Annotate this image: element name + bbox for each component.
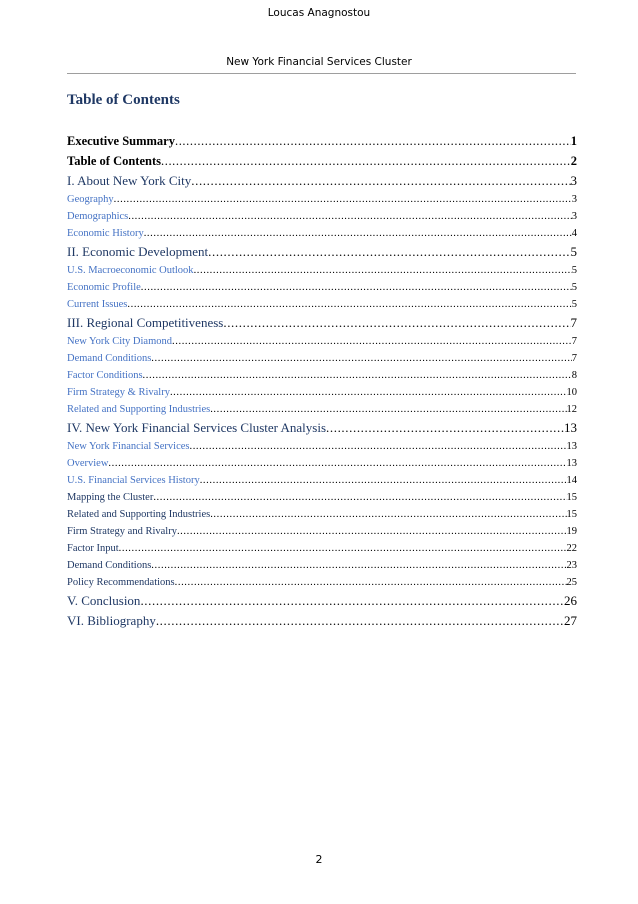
toc-entry-page: 22 xyxy=(566,543,577,554)
toc-entry[interactable] xyxy=(67,574,577,591)
page-number: 2 xyxy=(315,853,323,866)
toc-entry-label: Factor Input xyxy=(67,543,119,554)
toc-entry-page: 3 xyxy=(570,173,577,188)
toc-dot-leader xyxy=(140,591,564,611)
toc-entry[interactable] xyxy=(67,506,577,523)
toc-dot-leader xyxy=(144,225,572,242)
toc-dot-leader xyxy=(177,523,567,540)
toc-entry-label: Economic History xyxy=(67,228,144,239)
toc-entry[interactable] xyxy=(67,523,577,540)
toc-entry[interactable] xyxy=(67,384,577,401)
toc-entry-page: 10 xyxy=(566,387,577,398)
toc-entry-page: 5 xyxy=(571,282,577,293)
toc-entry[interactable] xyxy=(67,262,577,279)
toc-dot-leader xyxy=(210,401,566,418)
toc-dot-leader xyxy=(143,367,572,384)
toc-entry-page: 19 xyxy=(566,526,577,537)
header-divider xyxy=(67,73,576,74)
toc-entry[interactable] xyxy=(67,208,577,225)
toc-entry-page: 13 xyxy=(566,458,577,469)
toc-entry[interactable] xyxy=(67,489,577,506)
toc-dot-leader xyxy=(326,418,564,438)
toc-entry-label: Mapping the Cluster xyxy=(67,492,154,503)
toc-entry-label: New York City Diamond xyxy=(67,336,173,347)
toc-entry-page: 14 xyxy=(566,475,577,486)
header-cluster-title: New York Financial Services Cluster xyxy=(226,56,412,68)
toc-entry-label: New York Financial Services xyxy=(67,441,190,452)
toc-entry[interactable] xyxy=(67,591,577,611)
toc-entry-page: 15 xyxy=(566,492,577,503)
toc-dot-leader xyxy=(119,540,567,557)
toc-entry-page: 1 xyxy=(570,134,577,148)
toc-entry[interactable] xyxy=(67,611,577,631)
toc-entry-label: Executive Summary xyxy=(67,134,175,148)
toc-entry-page: 5 xyxy=(571,265,577,276)
toc-entry-label: I. About New York City xyxy=(67,173,192,188)
toc-entry-label: Table of Contents xyxy=(67,154,161,168)
table-of-contents xyxy=(67,131,577,631)
toc-entry-page: 13 xyxy=(564,420,577,435)
header-author: Loucas Anagnostou xyxy=(267,7,371,19)
toc-entry[interactable] xyxy=(67,171,577,191)
toc-entry-page: 12 xyxy=(566,404,577,415)
toc-entry-label: Current Issues xyxy=(67,299,128,310)
toc-dot-leader xyxy=(172,333,572,350)
toc-entry[interactable] xyxy=(67,191,577,208)
toc-dot-leader xyxy=(210,506,566,523)
toc-entry-label: V. Conclusion xyxy=(67,593,141,608)
toc-entry-page: 26 xyxy=(564,593,577,608)
toc-entry[interactable] xyxy=(67,472,577,489)
toc-entry-page: 2 xyxy=(570,154,577,168)
toc-entry-label: Geography xyxy=(67,194,114,205)
toc-dot-leader xyxy=(170,384,567,401)
toc-entry[interactable] xyxy=(67,279,577,296)
toc-entry-label: Related and Supporting Industries xyxy=(67,509,211,520)
toc-entry-page: 27 xyxy=(564,613,577,628)
toc-dot-leader xyxy=(175,131,571,151)
toc-entry-label: Firm Strategy & Rivalry xyxy=(67,387,170,398)
toc-entry-page: 7 xyxy=(571,353,577,364)
toc-entry-label: U.S. Financial Services History xyxy=(67,475,200,486)
toc-entry[interactable] xyxy=(67,557,577,574)
toc-dot-leader xyxy=(191,171,570,191)
toc-entry[interactable] xyxy=(67,313,577,333)
toc-entry-label: Overview xyxy=(67,458,109,469)
toc-entry[interactable] xyxy=(67,225,577,242)
toc-entry-page: 13 xyxy=(566,441,577,452)
toc-entry-page: 8 xyxy=(571,370,577,381)
toc-dot-leader xyxy=(223,313,570,333)
toc-entry-page: 3 xyxy=(571,211,577,222)
toc-dot-leader xyxy=(108,455,566,472)
toc-dot-leader xyxy=(208,242,570,262)
toc-dot-leader xyxy=(114,191,572,208)
toc-entry[interactable] xyxy=(67,455,577,472)
toc-entry-label: VI. Bibliography xyxy=(67,613,156,628)
toc-dot-leader xyxy=(128,208,572,225)
toc-entry-page: 25 xyxy=(566,577,577,588)
toc-entry-label: Demand Conditions xyxy=(67,353,152,364)
toc-entry-label: Policy Recommendations xyxy=(67,577,175,588)
toc-heading: Table of Contents xyxy=(67,92,180,108)
toc-entry-label: Economic Profile xyxy=(67,282,141,293)
toc-dot-leader xyxy=(194,262,572,279)
toc-entry-page: 3 xyxy=(571,194,577,205)
toc-dot-leader xyxy=(153,489,566,506)
toc-entry-label: III. Regional Competitiveness xyxy=(67,315,224,330)
toc-entry[interactable] xyxy=(67,242,577,262)
toc-dot-leader xyxy=(156,611,564,631)
toc-dot-leader xyxy=(200,472,567,489)
toc-entry-page: 7 xyxy=(571,336,577,347)
toc-entry-page: 7 xyxy=(570,315,577,330)
toc-dot-leader xyxy=(127,296,571,313)
toc-dot-leader xyxy=(141,279,572,296)
toc-entry-page: 5 xyxy=(570,244,577,259)
toc-entry[interactable] xyxy=(67,333,577,350)
toc-dot-leader xyxy=(151,557,566,574)
toc-entry-page: 5 xyxy=(571,299,577,310)
toc-entry[interactable] xyxy=(67,151,577,171)
toc-entry-label: Factor Conditions xyxy=(67,370,143,381)
toc-entry[interactable] xyxy=(67,418,577,438)
toc-entry[interactable] xyxy=(67,367,577,384)
toc-entry[interactable] xyxy=(67,401,577,418)
toc-entry[interactable] xyxy=(67,296,577,313)
toc-dot-leader xyxy=(151,350,571,367)
toc-entry-label: Demand Conditions xyxy=(67,560,152,571)
toc-dot-leader xyxy=(161,151,571,171)
toc-entry-label: Firm Strategy and Rivalry xyxy=(67,526,177,537)
toc-entry-page: 4 xyxy=(571,228,577,239)
toc-entry-label: Demographics xyxy=(67,211,129,222)
toc-entry[interactable] xyxy=(67,540,577,557)
toc-dot-leader xyxy=(189,438,566,455)
toc-entry-page: 15 xyxy=(566,509,577,520)
toc-entry-page: 23 xyxy=(566,560,577,571)
toc-entry-label: II. Economic Development xyxy=(67,244,209,259)
toc-entry[interactable] xyxy=(67,131,577,151)
toc-entry[interactable] xyxy=(67,350,577,367)
toc-dot-leader xyxy=(175,574,567,591)
toc-entry-label: Related and Supporting Industries xyxy=(67,404,211,415)
toc-entry-label: IV. New York Financial Services Cluster Analysis xyxy=(67,420,327,435)
toc-entry-label: U.S. Macroeconomic Outlook xyxy=(67,265,194,276)
toc-entry[interactable] xyxy=(67,438,577,455)
